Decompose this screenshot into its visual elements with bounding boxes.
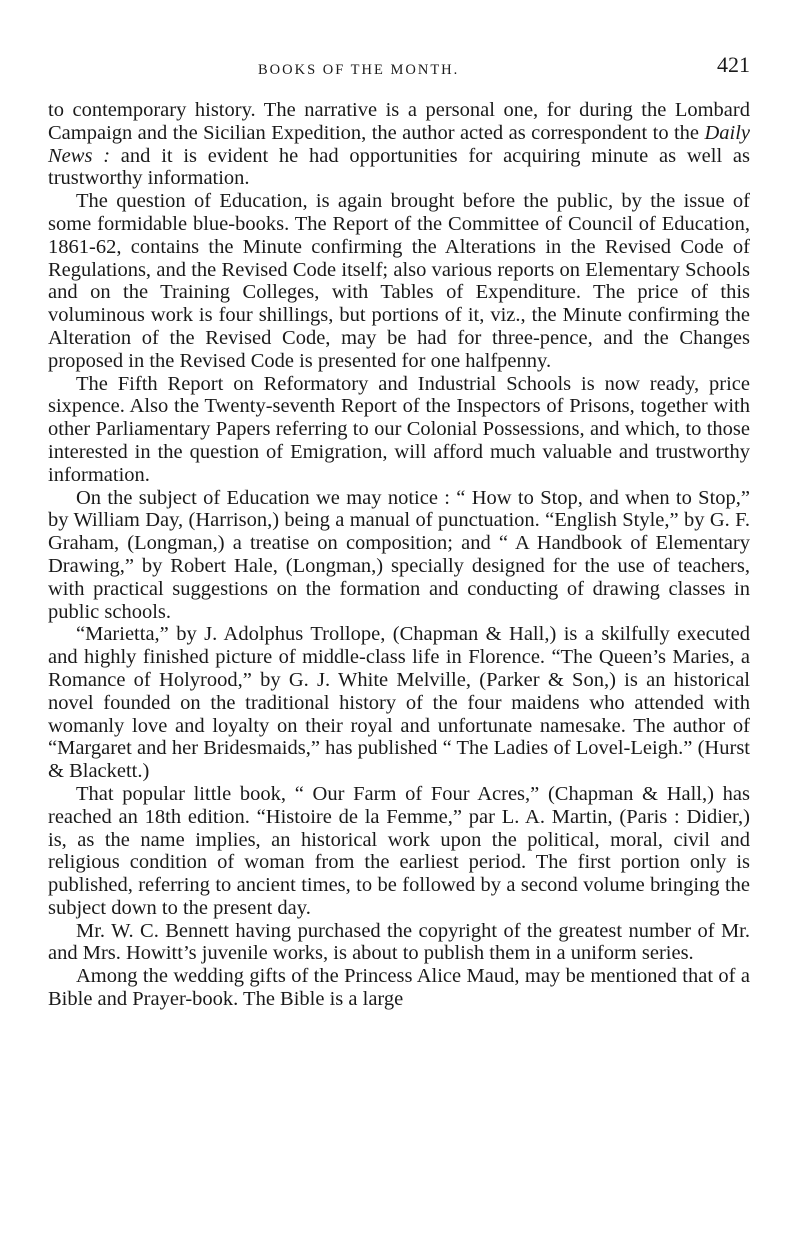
paragraph-education-books: On the subject of Education we may notice : “ How to Stop, and when to Stop,” by William Day, (Harrison,) being a manual of punctuation. “English Style,” by G. F. Graham, (Longman,) a treatise on composition; and “ A Handbook of Elementary Drawing,” by Robert Hale, (Longman,) specially designed for the use of teachers, with practical suggestions on the formation and conducting of drawing classes in public schools. bbox=[48, 486, 750, 623]
paragraph-education-bluebooks: The question of Education, is again brought before the public, by the issue of some formidable blue-books. The Report of the Committee of Council of Education, 1861-62, contains the Minute confirming the Alterations in the Revised Code of Regulations, and the Revised Code itself; also various reports on Elementary Schools and on the Training Colleges, with Tables of Expenditure. The price of this voluminous work is four shillings, but portions of it, viz., the Minute confirming the Alteration of the Revised Code, may be had for three-pence, and the Changes proposed in the Revised Code is presented for one halfpenny. bbox=[48, 190, 750, 372]
paragraph-novels: “Marietta,” by J. Adolphus Trollope, (Chapman & Hall,) is a skilfully executed and highly finished picture of middle-class life in Florence. “The Queen’s Maries, a Romance of Holyrood,” by G. J. White Melville, (Parker & Son,) is an historical novel founded on the traditional history of the four maidens who attended with womanly love and loyalty on their royal and unfortunate namesake. The author of “Margaret and her Bridesmaids,” has published “ The Ladies of Lovel-Leigh.” (Hurst & Blackett.) bbox=[48, 623, 750, 783]
paragraph-continued bbox=[48, 99, 750, 190]
paragraph-text: to contemporary history. The narrative is a personal one, for during the Lombard Campaign and the Sicilian Expedition, the author acted as correspondent to the bbox=[48, 99, 750, 144]
running-title: BOOKS OF THE MONTH. bbox=[258, 62, 460, 78]
paragraph-wedding-gifts: Among the wedding gifts of the Princess Alice Maud, may be mentioned that of a Bible and Prayer-book. The Bible is a large bbox=[48, 965, 750, 1011]
paragraph-text: and it is evident he had opportunities for acquiring minute as well as trustworthy information. bbox=[48, 144, 750, 190]
running-head bbox=[48, 52, 750, 92]
book-page bbox=[48, 52, 750, 1011]
paragraph-farm-book: That popular little book, “ Our Farm of Four Acres,” (Chapman & Hall,) has reached an 18th edition. “Histoire de la Femme,” par L. A. Martin, (Paris : Didier,) is, as the name implies, an historical work upon the political, moral, civil and religious condition of woman from the earliest period. The first portion only is published, referring to ancient times, to be followed by a second volume bringing the subject down to the present day. bbox=[48, 782, 750, 919]
publication-title: Daily News : bbox=[48, 121, 750, 167]
paragraph-reformatory-report: The Fifth Report on Reformatory and Industrial Schools is now ready, price sixpence. Also the Twenty-seventh Report of the Inspectors of Prisons, together with other Parliamentary Papers referring to our Colonial Possessions, and which, to those interested in the question of Emigration, will afford much valuable and trustworthy information. bbox=[48, 372, 750, 486]
page-number: 421 bbox=[717, 52, 750, 77]
article-body bbox=[48, 99, 750, 1011]
paragraph-howitt-works: Mr. W. C. Bennett having purchased the copyright of the greatest number of Mr. and Mrs. Howitt’s juvenile works, is about to publish them in a uniform series. bbox=[48, 919, 750, 965]
